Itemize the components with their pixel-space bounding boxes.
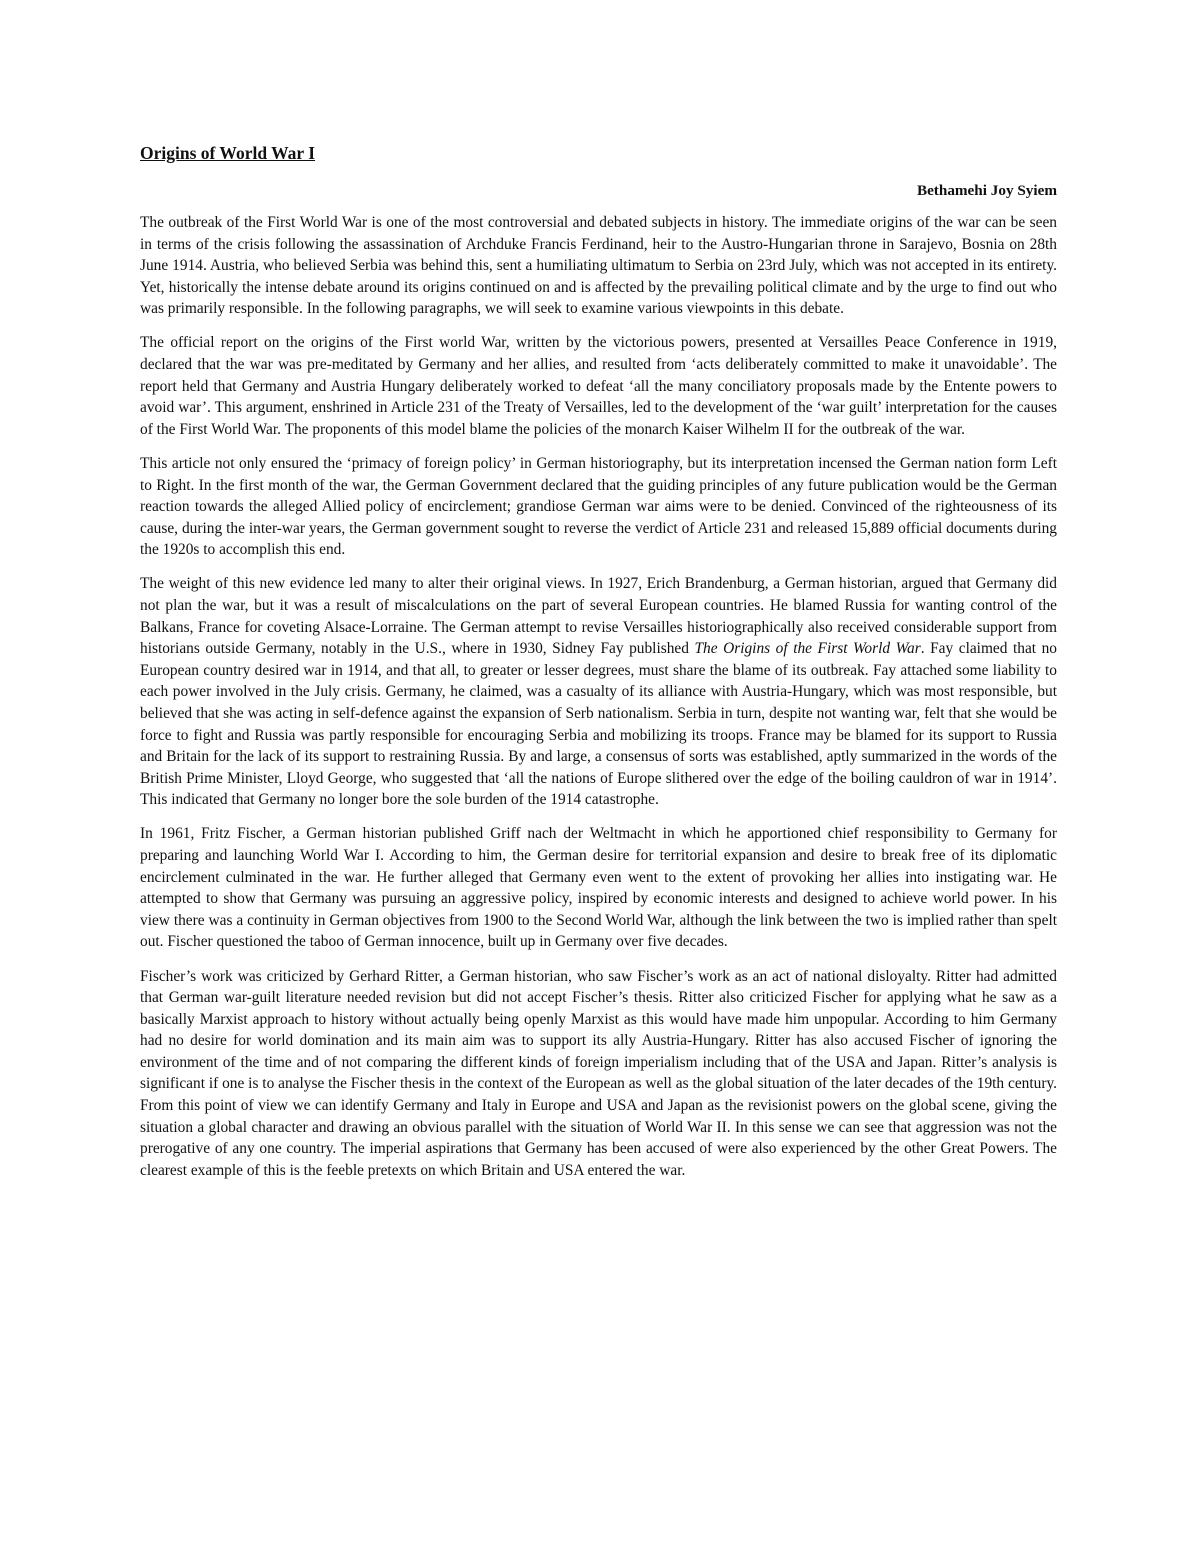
paragraph-revision-before: The weight of this new evidence led many to alter their original views. In 1927, Erich Brandenburg, a German historian, argued that Germany did not plan the war, but it was a result of miscalculations on the part of several European countries. He blamed Russia for wanting control of the Balkans, France for coveting Alsace-Lorraine. The German attempt to revise Versailles historiographically also received considerable support from historians outside Germany, notably in the U.S., where in 1930, Sidney Fay published	[140, 575, 1057, 658]
paragraph-revision-after: . Fay claimed that no European country desired war in 1914, and that all, to greater or lesser degrees, must share the blame of its outbreak. Fay attached some liability to each power involved in the July crisis. Germany, he claimed, was a casualty of its alliance with Austria-Hungary, which was most responsible, but believed that she was acting in self-defence against the expansion of Serb nationalism. Serbia in turn, despite not wanting war, felt that she would be force to fight and Russia was partly responsible for encouraging Serbia and mobilizing its troops. France may be blamed for its support to Russia and Britain for the lack of its support to restraining Russia. By and large, a consensus of sorts was established, aptly summarized in the words of the British Prime Minister, Lloyd George, who suggested that ‘all the nations of Europe slithered over the edge of the boiling cauldron of war in 1914’. This indicated that Germany no longer bore the sole burden of the 1914 catastrophe.	[140, 640, 1057, 809]
paragraph-intro: The outbreak of the First World War is one of the most controversial and debated subjects in history. The immediate origins of the war can be seen in terms of the crisis following the assassination of Archduke Francis Ferdinand, heir to the Austro-Hungarian throne in Sarajevo, Bosnia on 28th June 1914. Austria, who believed Serbia was behind this, sent a humiliating ultimatum to Serbia on 23rd July, which was not accepted in its entirety. Yet, historically the intense debate around its origins continued on and is affected by the prevailing political climate and by the urge to find out who was primarily responsible. In the following paragraphs, we will seek to examine various viewpoints in this debate.	[140, 214, 1057, 318]
paragraph-fischer: In 1961, Fritz Fischer, a German historian published Griff nach der Weltmacht in which he apportioned chief responsibility to Germany for preparing and launching World War I. According to him, the German desire for territorial expansion and desire to break free of its diplomatic encirclement culminated in the war. He further alleged that Germany even went to the extent of provoking her allies into instigating war. He attempted to show that Germany was pursuing an aggressive policy, inspired by economic interests and designed to achieve world power. In his view there was a continuity in German objectives from 1900 to the Second World War, although the link between the two is implied rather than spelt out. Fischer questioned the taboo of German innocence, built up in Germany over five decades.	[140, 825, 1057, 951]
paragraph-versailles: The official report on the origins of the First world War, written by the victorious powers, presented at Versailles Peace Conference in 1919, declared that the war was pre-meditated by Germany and her allies, and resulted from ‘acts deliberately committed to make it unavoidable’. The report held that Germany and Austria Hungary deliberately worked to defeat ‘all the many conciliatory proposals made by the Entente powers to avoid war’. This argument, enshrined in Article 231 of the Treaty of Versailles, led to the development of the ‘war guilt’ interpretation for the causes of the First World War. The proponents of this model blame the policies of the monarch Kaiser Wilhelm II for the outbreak of the war.	[140, 334, 1057, 438]
book-title-italic: The Origins of the First World War	[694, 640, 921, 658]
paragraph-revision	[140, 573, 1057, 811]
author-name: Bethamehi Joy Syiem	[916, 182, 1057, 199]
document-title: Origins of World War I	[140, 143, 316, 163]
paragraph-primacy: This article not only ensured the ‘primacy of foreign policy’ in German historiography, but its interpretation incensed the German nation form Left to Right. In the first month of the war, the German Government declared that the guiding principles of any future publication would be the German reaction towards the alleged Allied policy of encirclement; grandiose German war aims were to be denied. Convinced of the righteousness of its cause, during the inter-war years, the German government sought to reverse the verdict of Article 231 and released 15,889 official documents during the 1920s to accomplish this end.	[140, 454, 1057, 559]
document-page	[140, 140, 1057, 1194]
paragraph-ritter: Fischer’s work was criticized by Gerhard Ritter, a German historian, who saw Fischer’s work as an act of national disloyalty. Ritter had admitted that German war-guilt literature needed revision but did not accept Fischer’s thesis. Ritter also criticized Fischer for applying what he saw as a basically Marxist approach to history without actually being openly Marxist as this would have made him unpopular. According to him Germany had no desire for world domination and its main aim was to support its ally Austria-Hungary. Ritter has also accused Fischer of ignoring the environment of the time and of not comparing the different kinds of foreign imperialism including that of the USA and Japan. Ritter’s analysis is significant if one is to analyse the Fischer thesis in the context of the European as well as the global situation of the later decades of the 19th century. From this point of view we can identify Germany and Italy in Europe and USA and Japan as the revisionist powers on the global scene, giving the situation a global character and drawing an obvious parallel with the situation of World War II. In this sense we can see that aggression was not the prerogative of any one country. The imperial aspirations that Germany has been accused of were also experienced by the other Great Powers. The clearest example of this is the feeble pretexts on which Britain and USA entered the war.	[140, 967, 1057, 1179]
